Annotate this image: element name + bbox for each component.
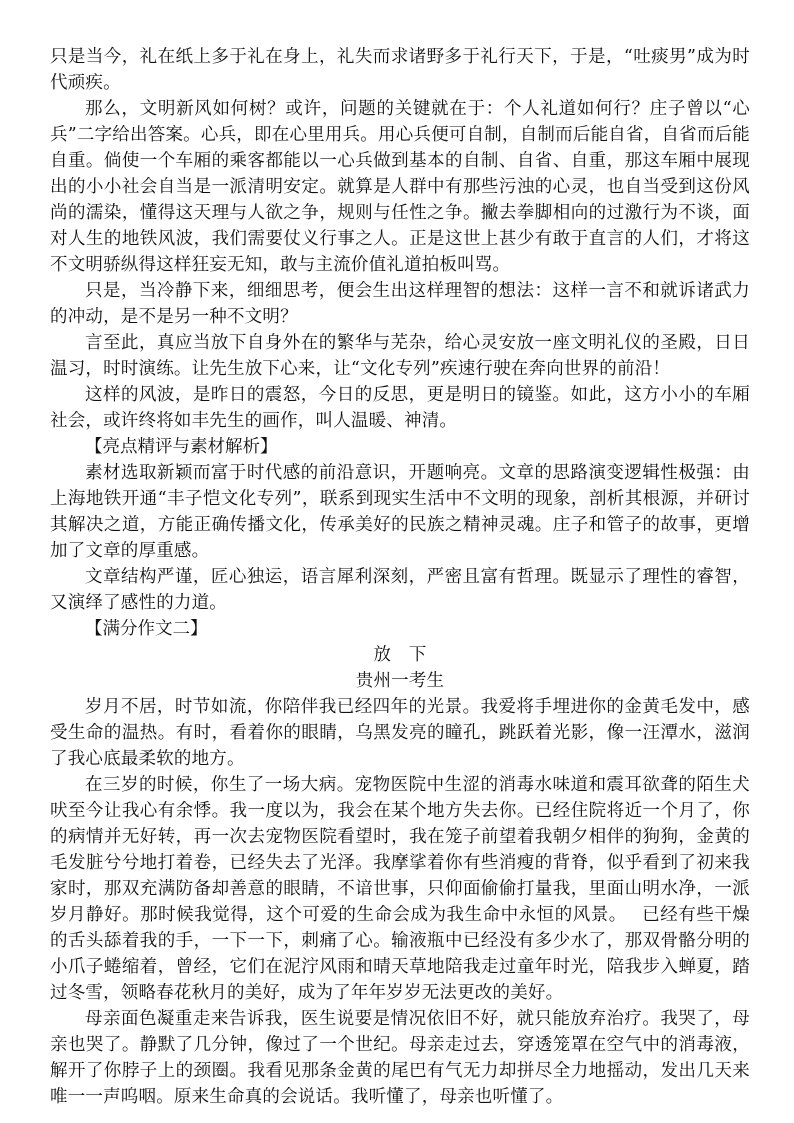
essay-two-paragraph-2: 在三岁的时候，你生了一场大病。宠物医院中生涩的消毒水味道和震耳欲聋的陌生犬吠至今让我心有余悸。我一度以为，我会在某个地方失去你。已经住院将近一个月了，你的病情并无好转，再一次去宠物医院看望时，我在笼子前望着我朝夕相伴的狗狗，金黄的毛发脏兮兮地打着卷，已经失去了光泽。我摩挲着你有些消瘦的背脊，似乎看到了初来我家时，那双充满防备却善意的眼睛，不谙世事，只仰面偷偷打量我，里面山明水净，一派岁月静好。那时候我觉得，这个可爱的生命会成为我生命中永恒的风景。 已经有些干燥的舌头舔着我的手，一下一下，刺痛了心。输液瓶中已经没有多少水了，那双骨骼分明的小爪子蜷缩着，曾经，它们在泥泞风雨和晴天草地陪我走过童年时光，陪我步入蝉夏，踏过冬雪，领略春花秋月的美好，成为了年年岁岁无法更改的美好。 (50, 775, 750, 1003)
essay-one-paragraph-5: 这样的风波，是昨日的震怒，今日的反思，更是明日的镜鉴。如此，这方小小的车厢社会，或许终将如丰先生的画作，叫人温暖、神清。 (50, 385, 750, 431)
essay-two-paragraph-1: 岁月不居，时节如流，你陪伴我已经四年的光景。我爱将手埋进你的金黄毛发中，感受生命的温热。有时，看着你的眼睛，乌黑发亮的瞳孔，跳跃着光影，像一汪潭水，滋润了我心底最柔软的地方。 (50, 697, 750, 769)
essay-one-paragraph-2: 那么，文明新风如何树？或许，问题的关键就在于：个人礼道如何行？庄子曾以“心兵”二字给出答案。心兵，即在心里用兵。用心兵便可自制，自制而后能自省，自省而后能自重。倘使一个车厢的乘客都能以一心兵做到基本的自制、自省、自重，那这车厢中展现出的小小社会自当是一派清明安定。就算是人群中有那些污浊的心灵，也自当受到这份风尚的濡染，懂得这天理与人欲之争，规则与任性之争。撇去拳脚相向的过激行为不谈，面对人生的地铁风波，我们需要仗义行事之人。正是这世上甚少有敢于直言的人们，才将这不文明骄纵得这样狂妄无知，敢与主流价值礼道拍板叫骂。 (50, 99, 750, 275)
essay-two-author: 贵州一考生 (355, 671, 445, 691)
essay-two-paragraph-3: 母亲面色凝重走来告诉我，医生说要是情况依旧不好，就只能放弃治疗。我哭了，母亲也哭了。静默了几分钟，像过了一个世纪。母亲走过去，穿透笼罩在空气中的消毒液，解开了你脖子上的颈圈。我看见那条金黄的尾巴有气无力却拼尽全力地摇动，发出几天来唯一一声呜咽。原来生命真的会说话。我听懂了，母亲也听懂了。 (50, 1009, 750, 1107)
essay-two-title: 放 下 (373, 645, 427, 665)
document-page (50, 44, 750, 1110)
essay-one-paragraph-1: 只是当今，礼在纸上多于礼在身上，礼失而求诸野多于礼行天下，于是，“吐痰男”成为时代顽疾。 (50, 47, 750, 93)
essay-one-paragraph-3: 只是，当冷静下来，细细思考，便会生出这样理智的想法：这样一言不和就诉诸武力的冲动，是不是另一种不文明？ (50, 281, 750, 327)
commentary-paragraph-1: 素材选取新颖而富于时代感的前沿意识，开题响亮。文章的思路演变逻辑性极强：由上海地铁开通“丰子恺文化专列”，联系到现实生活中不文明的现象，剖析其根源，并研讨其解决之道，方能正确传播文化，传承美好的民族之精神灵魂。庄子和管子的故事，更增加了文章的厚重感。 (50, 463, 750, 561)
commentary-paragraph-2: 文章结构严谨，匠心独运，语言犀利深刻，严密且富有哲理。既显示了理性的睿智，又演绎了感性的力道。 (50, 567, 750, 613)
commentary-heading: 【亮点精评与素材解析】 (85, 437, 278, 457)
essay-one-paragraph-4: 言至此，真应当放下自身外在的繁华与芜杂，给心灵安放一座文明礼仪的圣殿，日日温习，时时演练。让先生放下心来，让“文化专列”疾速行驶在奔向世界的前沿！ (50, 333, 750, 379)
essay-two-heading: 【满分作文二】 (85, 619, 208, 639)
